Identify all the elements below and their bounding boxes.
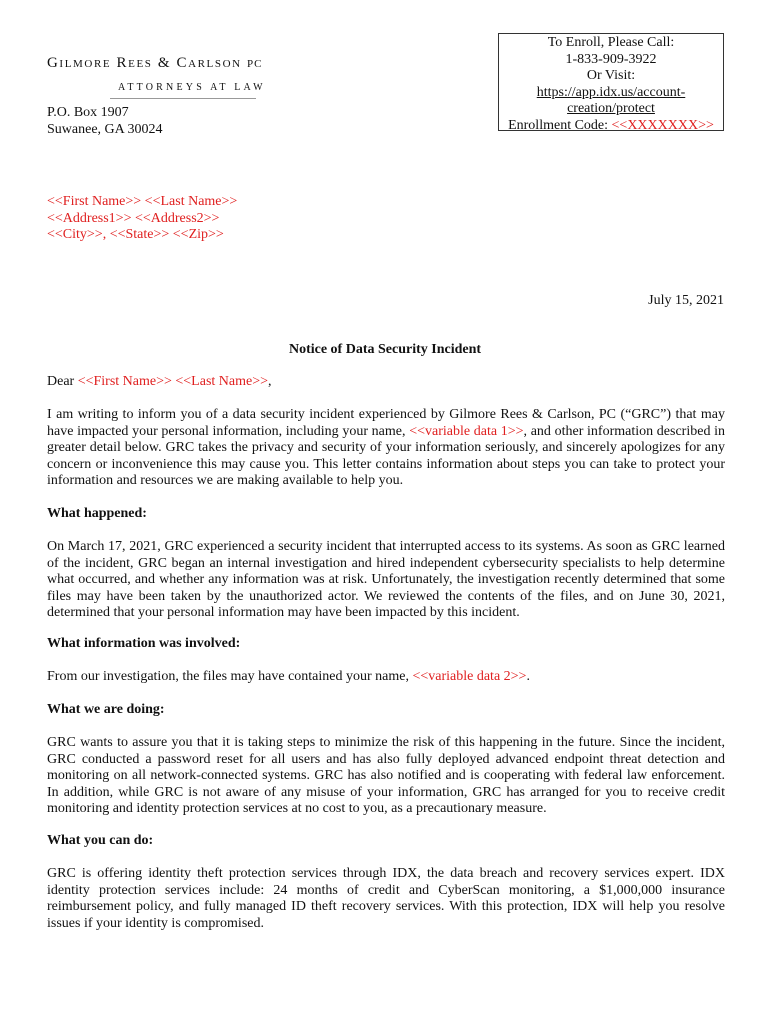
recipient-line2: <<Address1>> <<Address2>> [47,210,220,226]
enroll-phone: 1-833-909-3922 [565,51,657,67]
intro-paragraph [47,407,725,490]
firm-name [47,55,263,72]
enroll-code [499,118,723,135]
enroll-url-line1[interactable]: https://app.idx.us/account- [536,84,686,100]
intro-text-1: I am writing to inform you of a data security incident experienced by Gilmore Rees & Carlson, PC (“GRC”) that may have impacted your personal information, including your name, [47,407,725,439]
salutation-prefix: Dear [47,374,78,389]
paragraph-information-involved [47,669,725,686]
firm-tagline: ATTORNEYS AT LAW [118,82,266,93]
heading-information-involved: What information was involved: [47,636,241,651]
enroll-url-line2[interactable]: creation/protect [567,101,655,116]
involved-variable: <<variable data 2>> [412,669,527,684]
salutation-name: <<First Name>> <<Last Name>> [77,374,269,389]
involved-text-1: From our investigation, the files may have contained your name, [47,669,413,684]
heading-what-we-are-doing: What we are doing: [47,702,165,717]
enroll-visit-label: Or Visit: [586,68,636,83]
paragraph-what-happened: On March 17, 2021, GRC experienced a security incident that interrupted access to its systems. As soon as GRC learned of the incident, GRC began an internal investigation and hired independent cybersecurity specialists to help determine what occurred, and whether any information was at risk. Unfortunately, the investigation recently determined that some files may have been taken by the unauthorized actor. We reviewed the contents of the files, and on June 30, 2021, determined that your personal information may have been impacted by this incident. [47,539,725,620]
tagline-divider [110,98,256,99]
return-address-line1: P.O. Box 1907 [47,105,129,120]
letter-date: July 15, 2021 [648,293,724,308]
letter-title: Notice of Data Security Incident [288,342,482,357]
recipient-line3: <<City>>, <<State>> <<Zip>> [47,227,224,242]
return-address-line2: Suwanee, GA 30024 [47,121,163,137]
enrollment-box [498,33,724,131]
involved-text-2: . [526,669,530,684]
salutation [47,374,725,391]
firm-suffix: PC [247,58,263,70]
paragraph-what-you-can-do: GRC is offering identity theft protection services through IDX, the data breach and recovery services expert. IDX identity protection services include: 24 months of credit and CyberScan monitoring, a $1,000,000 insurance reimbursement policy, and fully managed ID theft recovery services. With this protection, IDX will help you resolve issues if your identity is compromised. [47,866,725,931]
heading-what-you-can-do: What you can do: [47,833,154,848]
return-address [47,105,163,138]
firm-name-text: Gilmore Rees & Carlson [47,55,242,71]
intro-variable: <<variable data 1>> [409,423,524,439]
recipient-line1: <<First Name>> <<Last Name>> [47,194,238,209]
intro-text-2: , and other information described in greater detail below. GRC takes the privacy and security of your information seriously, and sincerely apologizes for any concern or inconvenience this may cause you. This letter contains information about steps you can take to protect your information and resources we are making available to help you. [47,423,726,488]
salutation-suffix: , [268,374,272,389]
enroll-code-value: <<XXXXXXX>> [611,117,714,133]
paragraph-what-we-are-doing: GRC wants to assure you that it is taking steps to minimize the risk of this happening in the future. Since the incident, GRC conducted a password reset for all users and has also fully deployed advanced endpoint threat detection and monitoring on all network-connected systems. GRC has also notified and is cooperating with federal law enforcement. In addition, while GRC is not aware of any misuse of your information, GRC has arranged for you to receive credit monitoring and identity protection services at no cost to you, as a precautionary measure. [47,735,725,816]
recipient-address [47,194,237,244]
enroll-code-label: Enrollment Code: [508,117,612,133]
enroll-call-label: To Enroll, Please Call: [547,35,675,50]
heading-what-happened: What happened: [47,506,147,521]
